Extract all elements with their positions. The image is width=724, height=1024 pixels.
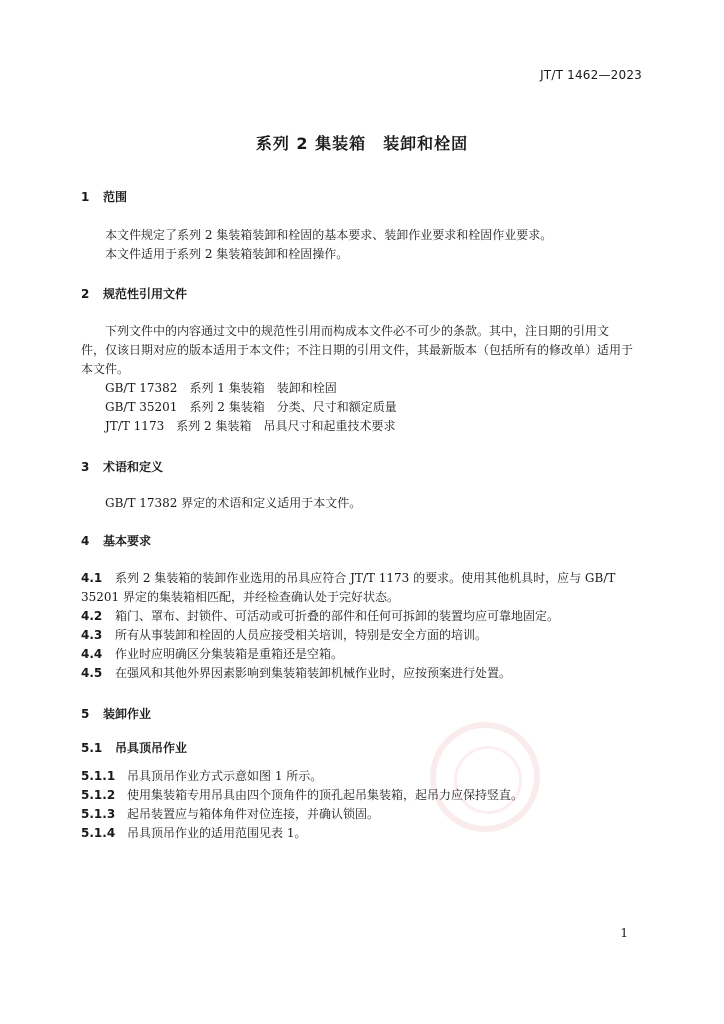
section-number: 5 xyxy=(81,707,90,721)
clause xyxy=(81,824,643,843)
section-number: 4 xyxy=(81,534,90,548)
subsection-title: 吊具顶吊作业 xyxy=(115,741,188,755)
clause-number: 4.3 xyxy=(81,628,103,642)
subsection-heading xyxy=(81,739,187,756)
clause-number: 4.5 xyxy=(81,666,103,680)
clause-number: 5.1.2 xyxy=(81,788,116,802)
clause-text: 起吊装置应与箱体角件对位连接，并确认锁固。 xyxy=(127,807,380,821)
clause-text: 箱门、罩布、封锁件、可活动或可折叠的部件和任何可拆卸的装置均应可靠地固定。 xyxy=(115,609,560,623)
clause-number: 5.1.3 xyxy=(81,807,116,821)
clause-number: 4.1 xyxy=(81,571,103,585)
clause xyxy=(81,805,643,824)
clause xyxy=(81,664,643,683)
clause-text: 所有从事装卸和栓固的人员应接受相关培训，特别是安全方面的培训。 xyxy=(115,628,488,642)
paragraph-line: 件，仅该日期对应的版本适用于本文件；不注日期的引用文件，其最新版本（包括所有的修改单）适用于 xyxy=(81,343,634,357)
paragraph: 本文件规定了系列 2 集装箱装卸和栓固的基本要求、装卸作业要求和栓固作业要求。 xyxy=(105,228,553,242)
standard-code: JT/T 1462—2023 xyxy=(540,68,642,82)
section-number: 1 xyxy=(81,190,90,204)
section-title: 术语和定义 xyxy=(103,460,164,474)
subsection-number: 5.1 xyxy=(81,741,103,755)
clause-text: 作业时应明确区分集装箱是重箱还是空箱。 xyxy=(115,647,344,661)
section-title: 范围 xyxy=(103,190,128,204)
clause-text: 吊具顶吊作业方式示意如图 1 所示。 xyxy=(127,769,323,783)
section-title: 装卸作业 xyxy=(103,707,152,721)
clause-number: 4.2 xyxy=(81,609,103,623)
clause-text: 在强风和其他外界因素影响到集装箱装卸机械作业时，应按预案进行处置。 xyxy=(115,666,512,680)
clause-continuation: 35201 界定的集装箱相匹配，并经检查确认处于完好状态。 xyxy=(81,590,399,604)
clause xyxy=(81,767,643,786)
paragraph-line: 本文件。 xyxy=(81,362,130,376)
paragraph: 本文件适用于系列 2 集装箱装卸和栓固操作。 xyxy=(105,247,349,261)
section-heading xyxy=(81,458,163,475)
section-heading xyxy=(81,705,151,722)
clause-text: 使用集装箱专用吊具由四个顶角件的顶孔起吊集装箱，起吊力应保持竖直。 xyxy=(127,788,524,802)
section-heading xyxy=(81,285,187,302)
clause-text: 系列 2 集装箱的装卸作业选用的吊具应符合 JT/T 1173 的要求。使用其他机具时，应与 GB/T xyxy=(115,571,616,585)
clause xyxy=(81,569,643,588)
paragraph: GB/T 17382 界定的术语和定义适用于本文件。 xyxy=(105,496,362,510)
paragraph-line: 下列文件中的内容通过文中的规范性引用而构成本文件必不可少的条款。其中，注日期的引用文 xyxy=(105,324,610,338)
clause xyxy=(81,786,643,805)
normative-reference: GB/T 35201 系列 2 集装箱 分类、尺寸和额定质量 xyxy=(105,400,397,414)
section-title: 规范性引用文件 xyxy=(103,287,188,301)
clause-text: 吊具顶吊作业的适用范围见表 1。 xyxy=(127,826,307,840)
clause-number: 4.4 xyxy=(81,647,103,661)
section-number: 2 xyxy=(81,287,90,301)
clause xyxy=(81,626,643,645)
normative-reference: GB/T 17382 系列 1 集装箱 装卸和栓固 xyxy=(105,381,337,395)
clause xyxy=(81,607,643,626)
section-heading xyxy=(81,532,151,549)
clause-number: 5.1.1 xyxy=(81,769,116,783)
clause xyxy=(81,645,643,664)
normative-reference: JT/T 1173 系列 2 集装箱 吊具尺寸和起重技术要求 xyxy=(105,419,396,433)
section-title: 基本要求 xyxy=(103,534,152,548)
section-number: 3 xyxy=(81,460,90,474)
page-number: 1 xyxy=(620,926,628,940)
document-title: 系列 2 集装箱 装卸和栓固 xyxy=(255,134,469,153)
section-heading xyxy=(81,188,127,205)
clause-number: 5.1.4 xyxy=(81,826,116,840)
